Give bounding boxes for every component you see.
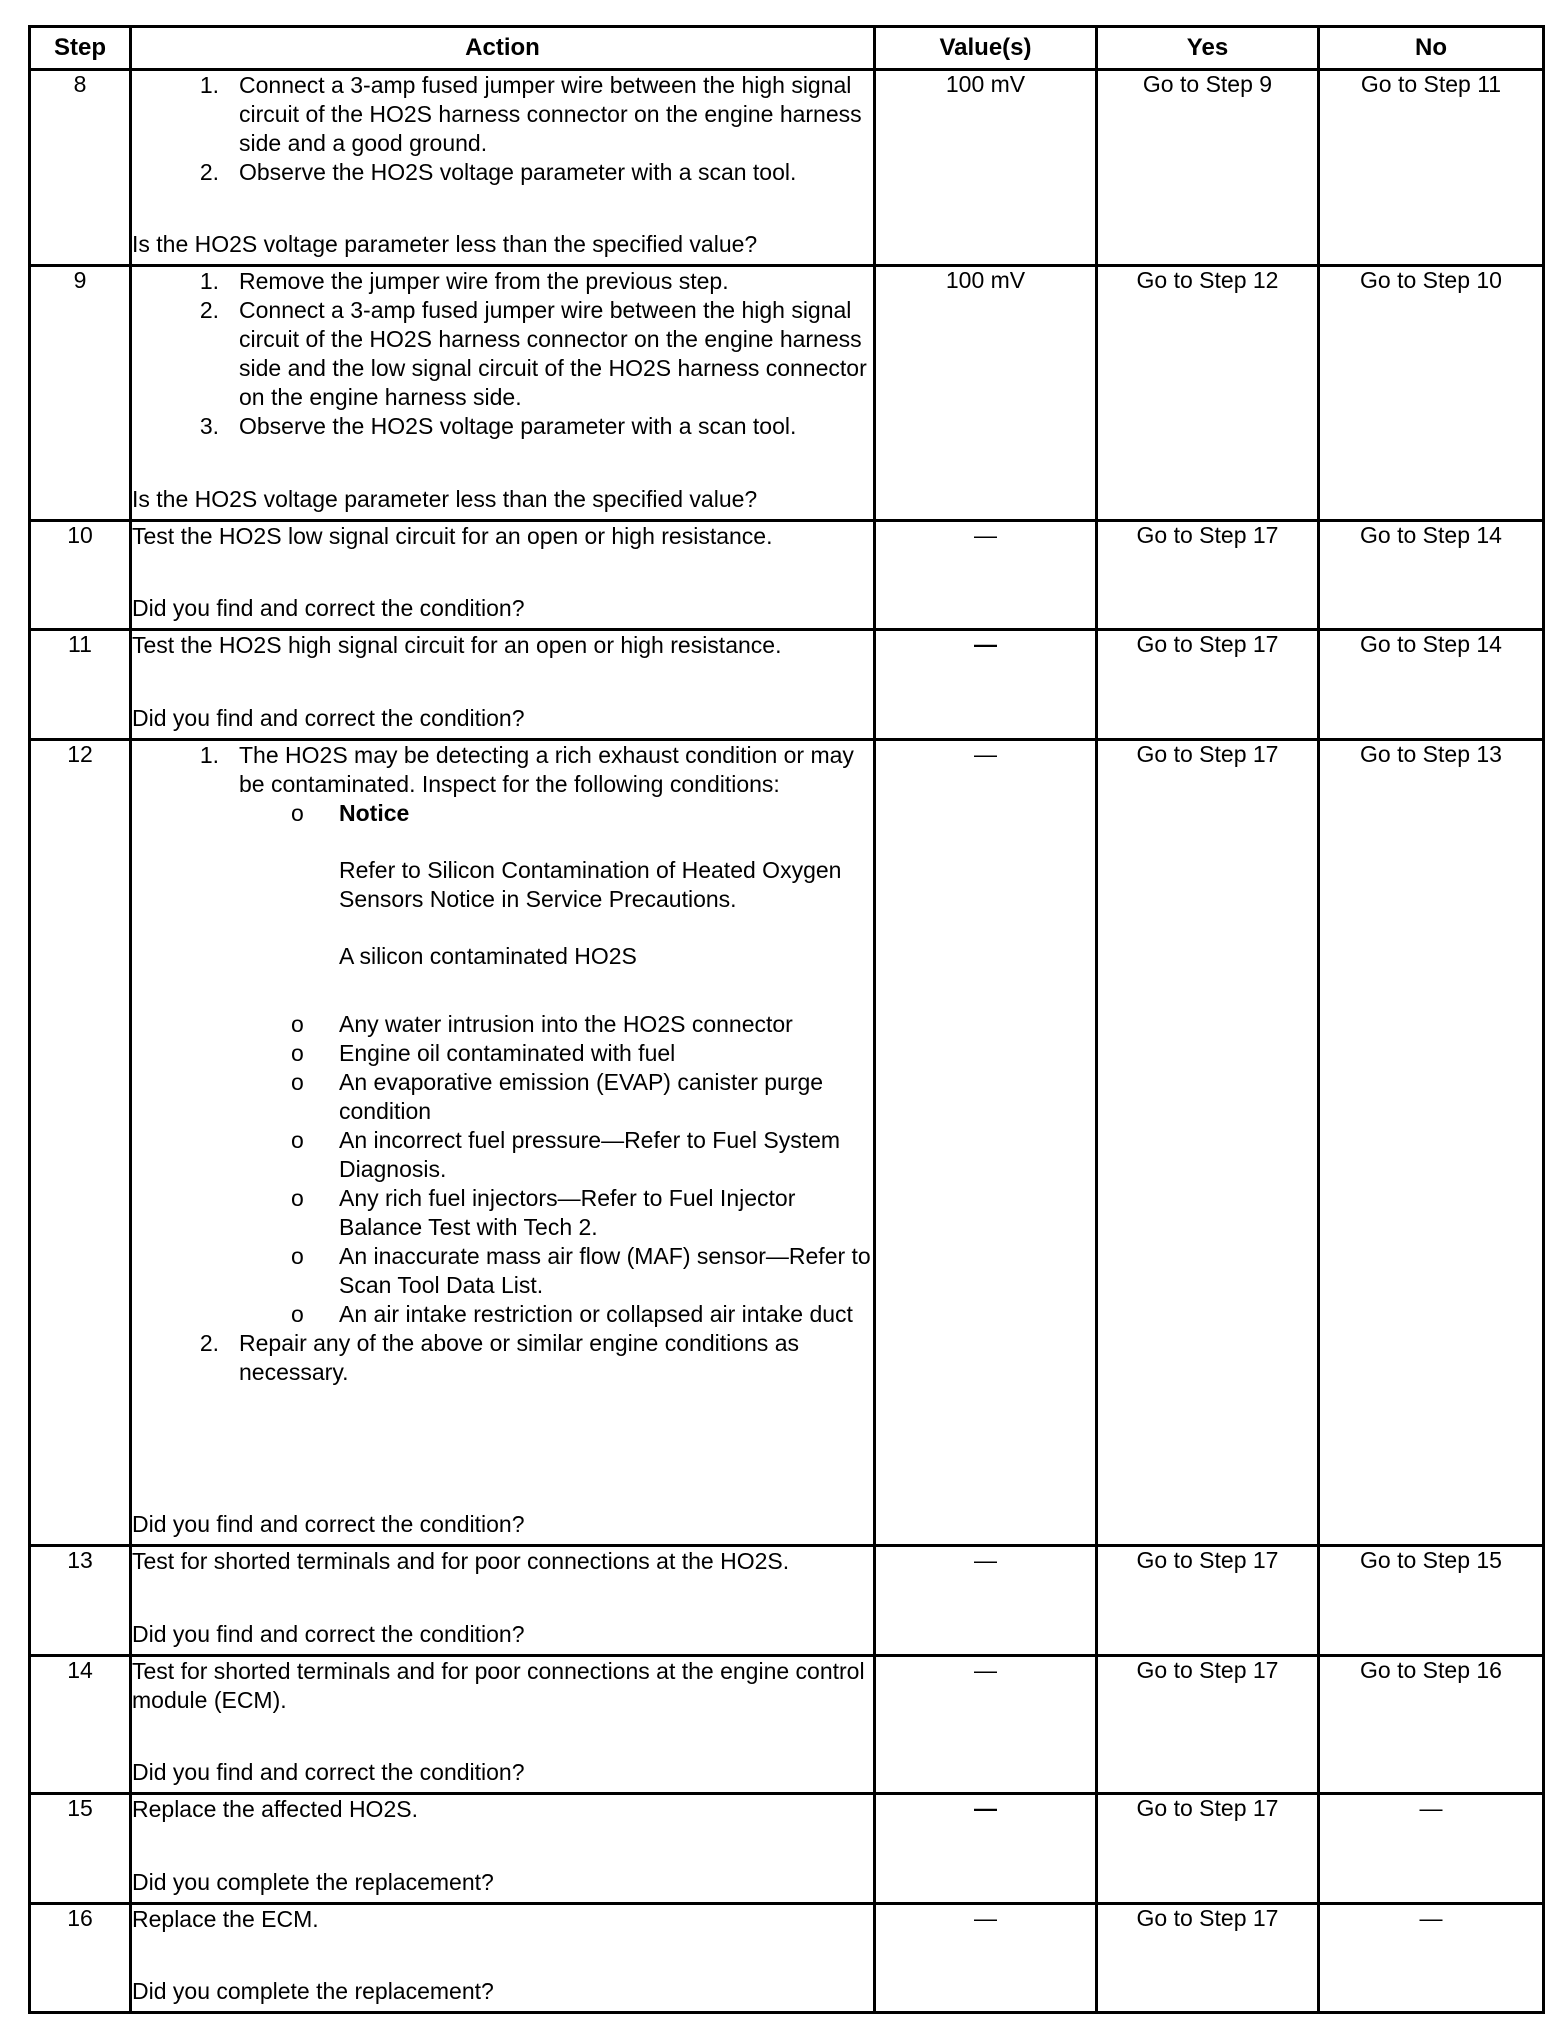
yes-cell: Go to Step 17 [1097, 1546, 1319, 1656]
bullet-icon: o [291, 1185, 304, 1211]
question-text: Did you find and correct the condition? [132, 705, 525, 731]
yes-cell: Go to Step 17 [1097, 1656, 1319, 1794]
bullet-icon: o [291, 1011, 304, 1037]
value-cell: — [875, 630, 1097, 740]
yes-cell: Go to Step 17 [1097, 521, 1319, 630]
question-text: Did you find and correct the condition? [132, 1621, 525, 1647]
bullet-icon: o [291, 1040, 304, 1066]
notice-text: Refer to Silicon Contamination of Heated Oxygen Sensors Notice in Service Precautions. [339, 857, 842, 912]
table-row-step-16 [30, 1904, 1544, 2013]
diagnostic-table [28, 25, 1545, 2014]
conditions-list [239, 1010, 873, 1329]
list-item: 2. Connect a 3-amp fused jumper wire between the high signal circuit of the HO2S harness connector on the engine harness side and the low signal circuit of the HO2S harness connector on the engine harness side. [199, 297, 867, 410]
header-row [30, 27, 1544, 70]
question-text: Is the HO2S voltage parameter less than the specified value? [132, 486, 758, 512]
no-cell: Go to Step 14 [1319, 521, 1544, 630]
value-cell: 100 mV [875, 70, 1097, 266]
table-row-step-11 [30, 630, 1544, 740]
bullet-icon: o [291, 800, 304, 826]
action-text: Test for shorted terminals and for poor connections at the HO2S. [132, 1548, 790, 1574]
action-cell [131, 1904, 875, 2013]
action-cell [131, 521, 875, 630]
header-yes: Yes [1097, 27, 1319, 70]
no-cell: — [1319, 1904, 1544, 2013]
value-cell: — [875, 1904, 1097, 2013]
list-item: o Any rich fuel injectors—Refer to Fuel Injector Balance Test with Tech 2. [239, 1184, 873, 1242]
yes-cell: Go to Step 17 [1097, 630, 1319, 740]
header-step: Step [30, 27, 131, 70]
action-cell [131, 1656, 875, 1794]
list-item: 1. Connect a 3-amp fused jumper wire between the high signal circuit of the HO2S harness connector on the engine harness side and a good ground. [199, 72, 862, 156]
list-item: o An inaccurate mass air flow (MAF) sensor—Refer to Scan Tool Data List. [239, 1242, 873, 1300]
list-item: o Engine oil contaminated with fuel [239, 1039, 873, 1068]
list-item: o Any water intrusion into the HO2S connector [239, 1010, 873, 1039]
action-text: Replace the affected HO2S. [132, 1796, 418, 1822]
list-item: 2. Observe the HO2S voltage parameter with a scan tool. [199, 159, 797, 185]
yes-cell: Go to Step 17 [1097, 1794, 1319, 1904]
header-action: Action [131, 27, 875, 70]
question-text: Did you find and correct the condition? [132, 1511, 525, 1537]
step-number: 15 [30, 1794, 131, 1904]
yes-cell: Go to Step 17 [1097, 740, 1319, 1546]
no-cell: Go to Step 10 [1319, 266, 1544, 521]
yes-cell: Go to Step 12 [1097, 266, 1319, 521]
no-cell: Go to Step 13 [1319, 740, 1544, 1546]
value-cell: — [875, 1794, 1097, 1904]
step-number: 11 [30, 630, 131, 740]
action-text: Test the HO2S low signal circuit for an open or high resistance. [132, 523, 773, 549]
yes-cell: Go to Step 17 [1097, 1904, 1319, 2013]
question-text: Did you find and correct the condition? [132, 1759, 525, 1785]
value-cell: — [875, 1656, 1097, 1794]
table-row-step-9 [30, 266, 1544, 521]
action-cell [131, 1794, 875, 1904]
action-list [132, 71, 873, 187]
no-cell: Go to Step 16 [1319, 1656, 1544, 1794]
action-text: Replace the ECM. [132, 1906, 319, 1932]
table-row-step-14 [30, 1656, 1544, 1794]
action-cell [131, 266, 875, 521]
bullet-icon: o [291, 1243, 304, 1269]
bullet-icon: o [291, 1301, 304, 1327]
header-values: Value(s) [875, 27, 1097, 70]
step-number: 14 [30, 1656, 131, 1794]
value-cell: 100 mV [875, 266, 1097, 521]
question-text: Did you complete the replacement? [132, 1978, 494, 2004]
list-item: 3. Observe the HO2S voltage parameter with a scan tool. [199, 413, 797, 439]
yes-cell: Go to Step 9 [1097, 70, 1319, 266]
action-cell [131, 70, 875, 266]
action-cell [131, 1546, 875, 1656]
no-cell: Go to Step 14 [1319, 630, 1544, 740]
step-number: 8 [30, 70, 131, 266]
no-cell: — [1319, 1794, 1544, 1904]
action-list [132, 267, 873, 441]
action-cell [131, 630, 875, 740]
question-text: Is the HO2S voltage parameter less than the specified value? [132, 231, 758, 257]
list-item: o An air intake restriction or collapsed air intake duct [239, 1300, 873, 1329]
notice-item: A silicon contaminated HO2S [339, 943, 637, 969]
list-item: 1. The HO2S may be detecting a rich exhaust condition or may be contaminated. Inspect for the following conditions: o Notice Refer to Silicon Contamination of Heated Oxygen Sensors Notice in Service Precautions. A silicon contaminated HO2S o Any water intrusion into the HO2S connector o Engine oil contaminated with fuel o An evaporative emission (EVAP) canister purge condition o An incorrect fuel pressure—Refer to Fuel System Diagnosis. o Any rich fuel injectors—Refer to Fuel Injector Balance Test with Tech 2. o An inaccurate mass air flow (MAF) sensor—Refer to Scan Tool Data List. o An air intake restriction or collapsed air intake duct [132, 741, 873, 1329]
question-text: Did you find and correct the condition? [132, 595, 525, 621]
no-cell: Go to Step 15 [1319, 1546, 1544, 1656]
table-row-step-10 [30, 521, 1544, 630]
step-number: 9 [30, 266, 131, 521]
action-text: Test the HO2S high signal circuit for an open or high resistance. [132, 632, 782, 658]
table-row-step-13 [30, 1546, 1544, 1656]
value-cell: — [875, 521, 1097, 630]
step-number: 13 [30, 1546, 131, 1656]
action-text: Test for shorted terminals and for poor connections at the engine control module (ECM). [132, 1658, 865, 1713]
action-text: The HO2S may be detecting a rich exhaust condition or may be contaminated. Inspect for the following conditions: [239, 742, 854, 797]
table-row-step-12 [30, 740, 1544, 1546]
no-cell: Go to Step 11 [1319, 70, 1544, 266]
step-number: 12 [30, 740, 131, 1546]
action-cell [131, 740, 875, 1546]
notice-block [239, 799, 873, 1010]
step-number: 10 [30, 521, 131, 630]
list-item: 2. Repair any of the above or similar engine conditions as necessary. [199, 1330, 799, 1385]
question-text: Did you complete the replacement? [132, 1869, 494, 1895]
header-no: No [1319, 27, 1544, 70]
bullet-icon: o [291, 1069, 304, 1095]
notice-title: Notice [339, 800, 410, 826]
table-row-step-8 [30, 70, 1544, 266]
list-item: o An evaporative emission (EVAP) canister purge condition [239, 1068, 873, 1126]
action-list [132, 741, 873, 1387]
step-number: 16 [30, 1904, 131, 2013]
bullet-icon: o [291, 1127, 304, 1153]
value-cell: — [875, 1546, 1097, 1656]
list-item: o An incorrect fuel pressure—Refer to Fuel System Diagnosis. [239, 1126, 873, 1184]
value-cell: — [875, 740, 1097, 1546]
table-row-step-15 [30, 1794, 1544, 1904]
list-item: 1. Remove the jumper wire from the previous step. [199, 268, 729, 294]
